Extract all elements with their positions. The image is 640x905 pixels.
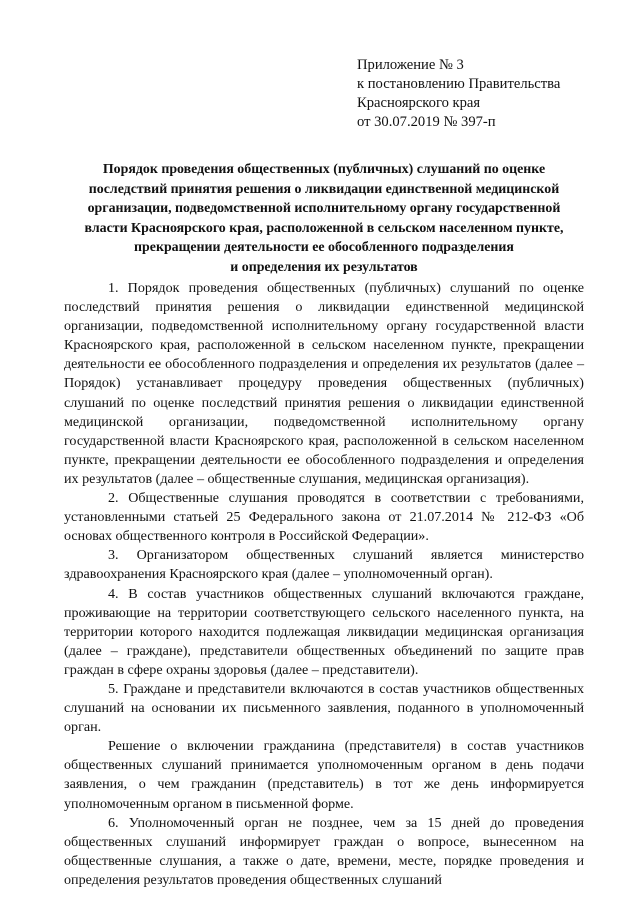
- document-body: [64, 279, 584, 890]
- appendix-line: от 30.07.2019 № 397-п: [357, 114, 496, 130]
- title-line: и определения их результатов: [230, 259, 418, 275]
- title-line: последствий принятия решения о ликвидации единственной медицинской: [88, 181, 560, 197]
- title-line: Порядок проведения общественных (публичных) слушаний по оценке: [102, 162, 546, 177]
- paragraph-6: 6. Уполномоченный орган не позднее, чем за 15 дней до проведения общественных слушаний информирует граждан о вопросе, вынесенном на общественные слушания, а также о дате, времени, месте, порядке проведения и определения результатов проведения общественных слушаний: [64, 814, 584, 888]
- paragraph-4: 4. В состав участников общественных слушаний включаются граждане, проживающие на территории соответствующего сельского населенного пункта, на территории которого находится подлежащая ликвидации медицинская организация (далее – граждане), представители общественных объединений по защите прав граждан в сфере охраны здоровья (далее – представители).: [64, 585, 584, 678]
- paragraph-5: 5. Граждане и представители включаются в состав участников общественных слушаний на основании их письменного заявления, поданного в уполномоченный орган.: [64, 680, 584, 736]
- title-line: прекращении деятельности ее обособленного подразделения: [134, 240, 514, 255]
- appendix-line: Приложение № 3: [357, 57, 464, 73]
- appendix-header: [357, 56, 560, 132]
- appendix-line: к постановлению Правительства: [357, 76, 561, 92]
- paragraph-2: 2. Общественные слушания проводятся в соответствии с требованиями, установленными статьей 25 Федерального закона от 21.07.2014 № 212-ФЗ «Об основах общественного контроля в Российской Федерации».: [64, 490, 584, 545]
- title-line: власти Красноярского края, расположенной в сельском населенном пункте,: [84, 220, 564, 236]
- paragraph-1: 1. Порядок проведения общественных (публичных) слушаний по оценке последствий принятия решения о ликвидации единственной медицинской организации, подведомственной исполнительному органу государственной власти Красноярского края, расположенной в сельском населенном пункте, прекращении деятельности ее обособленного подразделения и определения их результатов (далее – Порядок) устанавливает процедуру проведения общественных (публичных) слушаний по оценке последствий принятия решения о ликвидации единственной медицинской организации, подведомственной исполнительному органу государственной власти Красноярского края, расположенной в сельском населенном пункте, прекращении деятельности ее обособленного подразделения и определения их результатов (далее – общественные слушания, медицинская организация).: [64, 280, 584, 487]
- appendix-line: Красноярского края: [357, 95, 481, 111]
- title-line: организации, подведомственной исполнительному органу государственной: [87, 201, 561, 216]
- paragraph-5-decision: Решение о включении гражданина (представителя) в состав участников общественных слушаний принимается уполномоченным органом в день подачи заявления, о чем гражданин (представитель) в тот же день информируется уполномоченным органом в письменной форме.: [64, 738, 584, 812]
- paragraph-3: 3. Организатором общественных слушаний является министерство здравоохранения Красноярского края (далее – уполномоченный орган).: [64, 547, 584, 583]
- document-title: [64, 160, 584, 277]
